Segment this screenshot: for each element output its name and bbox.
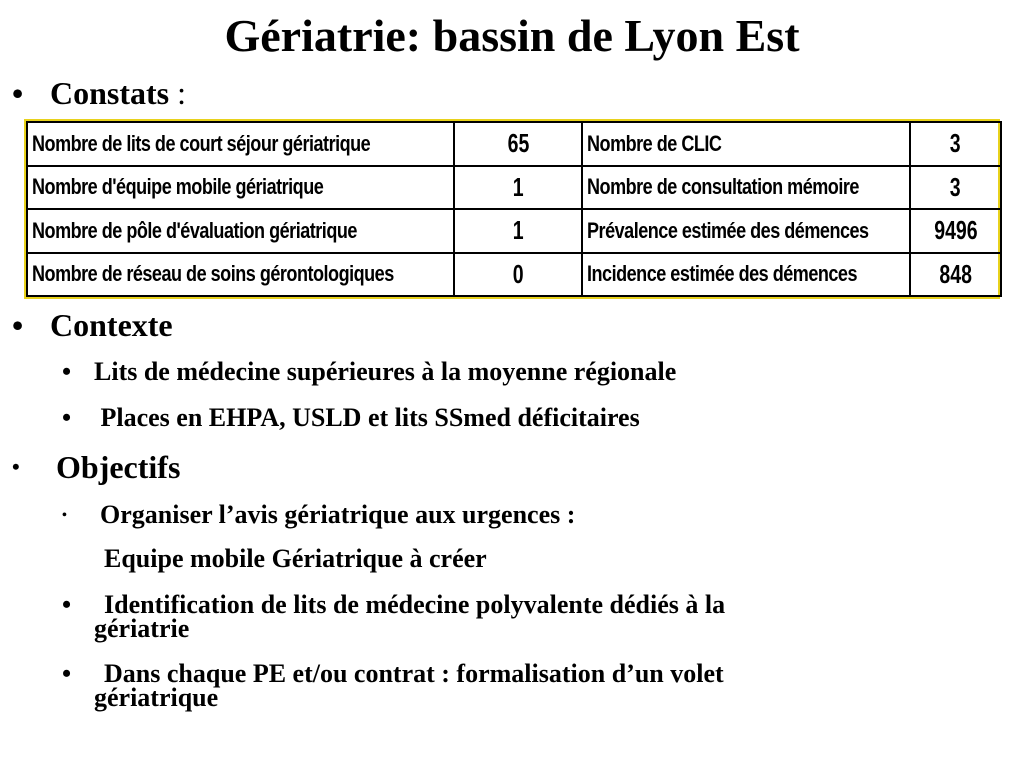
table-row xyxy=(27,209,1001,253)
bullet-icon: • xyxy=(62,590,72,619)
table-cell-label: Prévalence estimée des démences xyxy=(582,209,910,253)
table-cell-value: 3 xyxy=(910,166,1001,210)
table-cell-label: Nombre de réseau de soins gérontologiques xyxy=(27,253,454,297)
contexte-item: Lits de médecine supérieures à la moyenne régionale xyxy=(94,357,677,386)
table-cell-value: 1 xyxy=(454,166,582,210)
table-row xyxy=(27,166,1001,210)
stats-table-frame xyxy=(24,119,1000,299)
bullet-icon: • xyxy=(62,508,67,523)
bullet-icon: • xyxy=(12,454,20,479)
table-cell-label: Incidence estimée des démences xyxy=(582,253,910,297)
table-cell-label: Nombre de pôle d'évaluation gériatrique xyxy=(27,209,454,253)
objectifs-item-line: gériatrie xyxy=(94,614,190,643)
objectifs-item-line: Dans chaque PE et/ou contrat : formalisation d’un volet xyxy=(104,659,724,688)
contexte-heading: Contexte xyxy=(50,307,173,343)
table-cell-value: 1 xyxy=(454,209,582,253)
objectifs-item-line: gériatrique xyxy=(94,683,219,712)
table-row xyxy=(27,122,1001,166)
slide-title: Gériatrie: bassin de Lyon Est xyxy=(224,10,800,61)
constats-label: Constats xyxy=(50,75,170,111)
bullet-icon: • xyxy=(12,307,24,343)
objectifs-item-line: Identification de lits de médecine polyvalente dédiés à la xyxy=(104,590,726,619)
table-cell-label: Nombre d'équipe mobile gériatrique xyxy=(27,166,454,210)
constats-suffix: : xyxy=(169,75,187,111)
objectifs-heading: Objectifs xyxy=(56,449,181,485)
table-cell-label: Nombre de lits de court séjour gériatrique xyxy=(27,122,454,166)
bullet-icon: • xyxy=(12,75,24,111)
objectifs-item-line: Organiser l’avis gériatrique aux urgences : xyxy=(100,500,576,529)
bullet-icon: • xyxy=(62,659,72,688)
bullet-icon: • xyxy=(62,403,72,432)
bullet-icon: • xyxy=(62,357,72,386)
contexte-item: Places en EHPA, USLD et lits SSmed déficitaires xyxy=(94,403,640,432)
table-cell-value: 9496 xyxy=(910,209,1001,253)
table-cell-value: 848 xyxy=(910,253,1001,297)
table-cell-value: 0 xyxy=(454,253,582,297)
stats-table xyxy=(26,121,1002,297)
table-cell-value: 3 xyxy=(910,122,1001,166)
objectifs-item-line: Equipe mobile Gériatrique à créer xyxy=(104,544,487,573)
table-row xyxy=(27,253,1001,297)
table-cell-label: Nombre de CLIC xyxy=(582,122,910,166)
table-cell-label: Nombre de consultation mémoire xyxy=(582,166,910,210)
table-cell-value: 65 xyxy=(454,122,582,166)
